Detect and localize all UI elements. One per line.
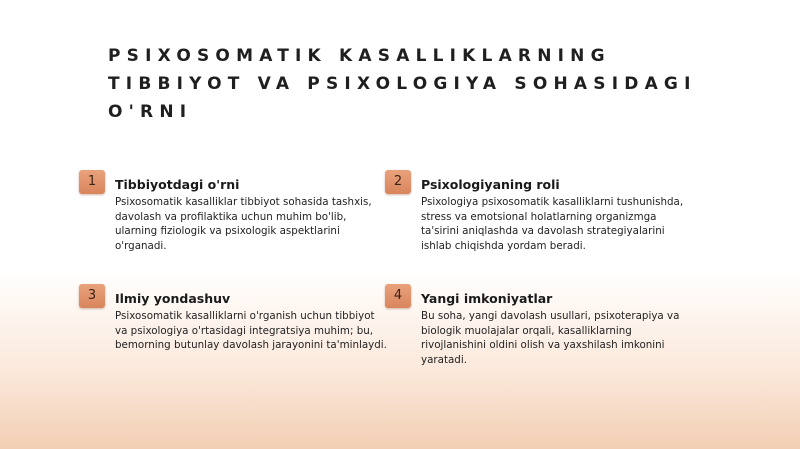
point-text: Bu soha, yangi davolash usullari, psixoterapiya va biologik muolajalar orqali, kasalliklarning rivojlanishini oldini olish va yaxshilash imkonini yaratadi. [421, 310, 680, 366]
slide-title-line-2: TIBBIYOT VA PSIXOLOGIYA SOHASIDAGI [108, 74, 697, 94]
point-text: Psixosomatik kasalliklar tibbiyot sohasida tashxis, davolash va profilaktika uchun muhim bo'lib, ularning fiziologik va psixologik aspektlarini o'rganadi. [115, 196, 372, 252]
point-text: Psixosomatik kasalliklarni o'rganish uchun tibbiyot va psixologiya o'rtasidagi integratsiya muhim; bu, bemorning butunlay davolash jarayonini ta'minlaydi. [115, 310, 387, 352]
slide-title-line-1: PSIXOSOMATIK KASALLIKLARNING [108, 46, 611, 66]
point-title: Tibbiyotdagi o'rni [115, 177, 240, 192]
point-title: Ilmiy yondashuv [115, 291, 231, 306]
slide-title-line-3: O'RNI [108, 102, 193, 122]
slide-title [108, 42, 748, 126]
point-title: Yangi imkoniyatlar [421, 291, 553, 306]
number-badge: 1 [79, 170, 105, 194]
number-badge: 2 [385, 170, 411, 194]
number-badge: 3 [79, 284, 105, 308]
number-badge: 4 [385, 284, 411, 308]
point-title: Psixologiyaning roli [421, 177, 560, 192]
point-text: Psixologiya psixosomatik kasalliklarni tushunishda, stress va emotsional holatlarning organizmga ta'sirini aniqlashda va davolash strategiyalarini ishlab chiqishda yordam beradi. [421, 196, 684, 252]
